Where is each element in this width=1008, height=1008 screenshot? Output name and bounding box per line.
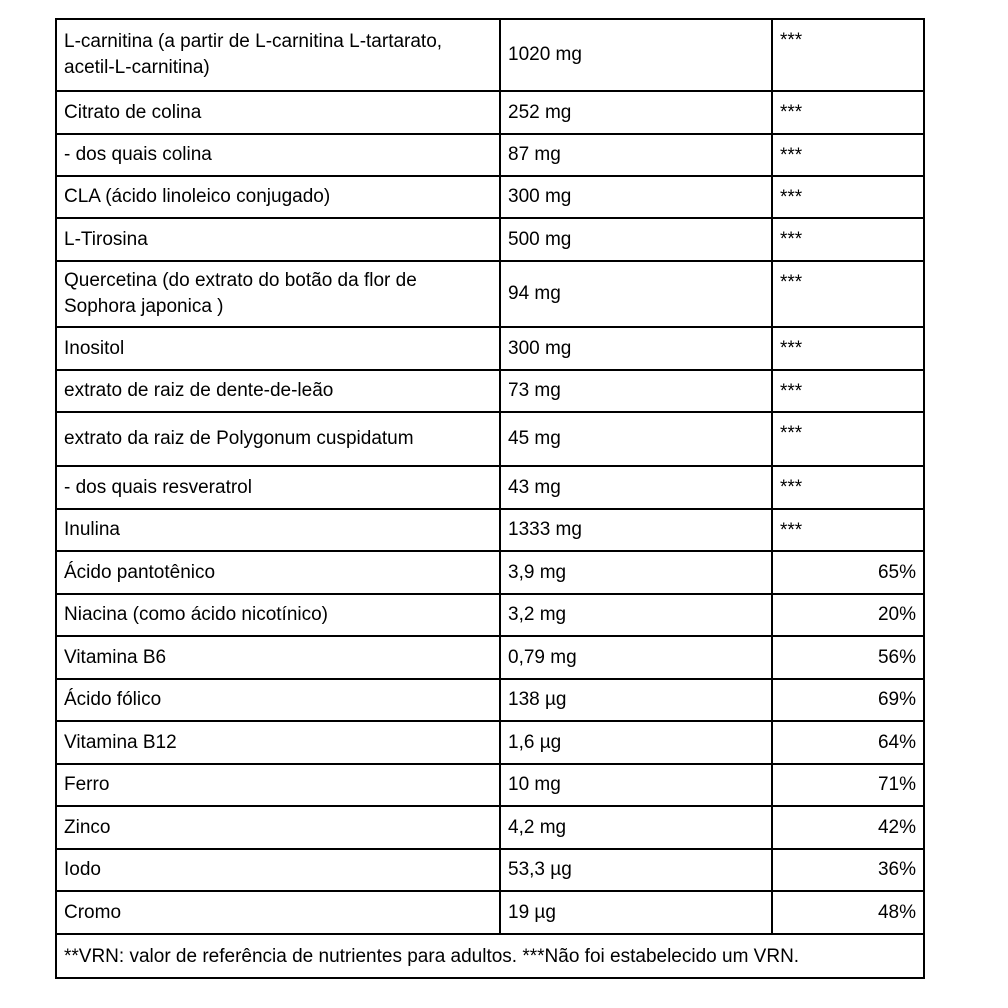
nutrient-vrn: ***: [772, 412, 924, 466]
nutrient-amount: 1,6 µg: [500, 721, 772, 764]
nutrient-name: Ácido fólico: [56, 679, 500, 721]
nutrient-amount: 138 µg: [500, 679, 772, 721]
nutrient-amount: 94 mg: [500, 261, 772, 327]
table-row: [56, 412, 924, 466]
nutrient-name: Citrato de colina: [56, 91, 500, 134]
nutrient-name: Vitamina B6: [56, 636, 500, 679]
table-row: [56, 594, 924, 636]
nutrient-amount: 252 mg: [500, 91, 772, 134]
table-row: [56, 806, 924, 849]
nutrient-vrn: ***: [772, 509, 924, 551]
nutrient-amount: 45 mg: [500, 412, 772, 466]
nutrient-amount: 500 mg: [500, 218, 772, 261]
nutrient-name: Ácido pantotênico: [56, 551, 500, 594]
nutrient-amount: 73 mg: [500, 370, 772, 412]
nutrient-vrn: 64%: [772, 721, 924, 764]
nutrition-table: [55, 18, 925, 979]
nutrient-name: extrato de raiz de dente-de-leão: [56, 370, 500, 412]
table-row: [56, 91, 924, 134]
table-row: [56, 218, 924, 261]
nutrient-vrn: 36%: [772, 849, 924, 891]
nutrient-vrn: ***: [772, 19, 924, 91]
nutrient-amount: 53,3 µg: [500, 849, 772, 891]
table-row: [56, 261, 924, 327]
nutrient-amount: 43 mg: [500, 466, 772, 509]
nutrient-name: Quercetina (do extrato do botão da flor de Sophora japonica ): [56, 261, 500, 327]
nutrient-vrn: ***: [772, 327, 924, 370]
table-row: [56, 891, 924, 934]
footnote: **VRN: valor de referência de nutrientes para adultos. ***Não foi estabelecido um VRN.: [56, 934, 924, 978]
nutrient-name: L-Tirosina: [56, 218, 500, 261]
nutrient-amount: 3,2 mg: [500, 594, 772, 636]
nutrient-name: Inulina: [56, 509, 500, 551]
nutrient-amount: 1020 mg: [500, 19, 772, 91]
nutrient-amount: 4,2 mg: [500, 806, 772, 849]
nutrient-vrn: ***: [772, 91, 924, 134]
nutrient-vrn: 56%: [772, 636, 924, 679]
nutrient-vrn: ***: [772, 466, 924, 509]
nutrient-vrn: 71%: [772, 764, 924, 806]
nutrient-name: - dos quais resveratrol: [56, 466, 500, 509]
nutrient-vrn: 42%: [772, 806, 924, 849]
nutrient-name: CLA (ácido linoleico conjugado): [56, 176, 500, 218]
nutrient-vrn: ***: [772, 134, 924, 176]
nutrient-name: L-carnitina (a partir de L-carnitina L-tartarato, acetil-L-carnitina): [56, 19, 500, 91]
table-row: [56, 764, 924, 806]
table-row: [56, 327, 924, 370]
nutrient-name: Ferro: [56, 764, 500, 806]
nutrient-vrn: 20%: [772, 594, 924, 636]
table-row: [56, 509, 924, 551]
table-row: [56, 370, 924, 412]
nutrient-vrn: 65%: [772, 551, 924, 594]
nutrient-amount: 19 µg: [500, 891, 772, 934]
nutrient-vrn: ***: [772, 218, 924, 261]
nutrient-vrn: ***: [772, 261, 924, 327]
nutrient-name: extrato da raiz de Polygonum cuspidatum: [56, 412, 500, 466]
nutrient-name: Cromo: [56, 891, 500, 934]
nutrient-name: Inositol: [56, 327, 500, 370]
table-row: [56, 551, 924, 594]
nutrient-name: Iodo: [56, 849, 500, 891]
nutrient-vrn: 69%: [772, 679, 924, 721]
table-row: [56, 466, 924, 509]
nutrient-vrn: ***: [772, 176, 924, 218]
table-row: [56, 849, 924, 891]
nutrient-amount: 87 mg: [500, 134, 772, 176]
nutrient-amount: 10 mg: [500, 764, 772, 806]
table-row: [56, 19, 924, 91]
nutrient-amount: 0,79 mg: [500, 636, 772, 679]
nutrient-amount: 1333 mg: [500, 509, 772, 551]
nutrition-table-body: [56, 19, 924, 978]
nutrient-amount: 3,9 mg: [500, 551, 772, 594]
nutrient-amount: 300 mg: [500, 176, 772, 218]
nutrient-vrn: ***: [772, 370, 924, 412]
table-row: [56, 679, 924, 721]
table-row: [56, 134, 924, 176]
footnote-row: [56, 934, 924, 978]
nutrient-name: Niacina (como ácido nicotínico): [56, 594, 500, 636]
table-row: [56, 176, 924, 218]
nutrient-name: Zinco: [56, 806, 500, 849]
nutrient-name: - dos quais colina: [56, 134, 500, 176]
nutrient-amount: 300 mg: [500, 327, 772, 370]
table-row: [56, 721, 924, 764]
table-row: [56, 636, 924, 679]
nutrient-name: Vitamina B12: [56, 721, 500, 764]
nutrient-vrn: 48%: [772, 891, 924, 934]
